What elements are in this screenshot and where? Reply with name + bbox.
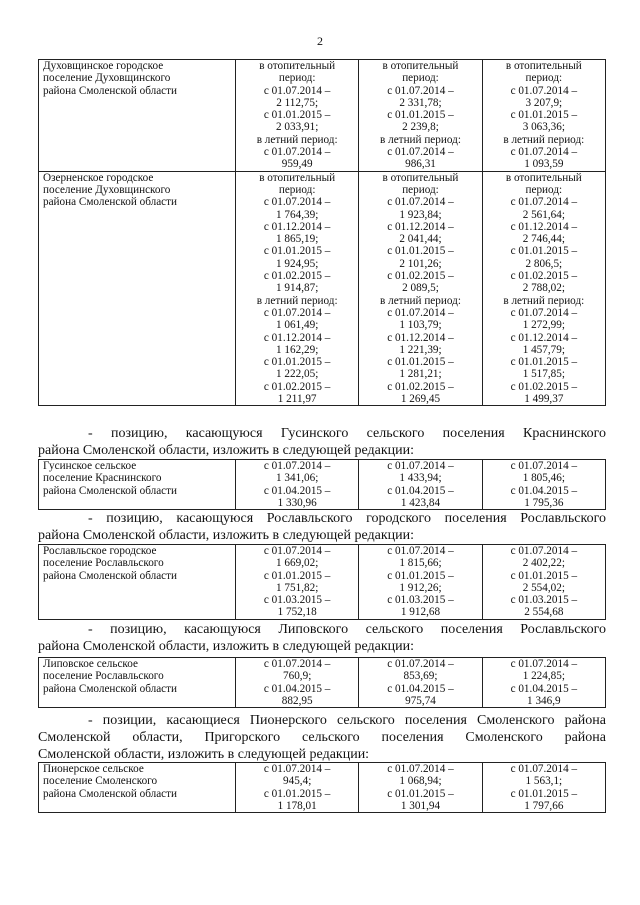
cell-line: с 01.03.2015 – [387,594,454,607]
cell-line: с 01.07.2014 – [263,545,331,557]
tariff-cell [236,171,359,406]
cell-line: 975,74 [405,694,436,707]
cell-line: с 01.01.2015 – [387,245,454,258]
paragraph-line: - позиции, касающиеся Пионерского сельского поселения Смоленского района [88,713,606,728]
cell-line: района Смоленской области [43,569,178,582]
cell-line: 1 221,39; [399,343,442,356]
cell-line: района Смоленской области [43,787,178,800]
cell-line: в летний период: [256,133,338,146]
cell-line: 1 912,68 [400,606,441,619]
cell-line: 1 912,26; [399,581,442,594]
cell-line: с 01.07.2014 – [263,146,331,159]
cell-line: 2 101,26; [399,257,442,270]
cell-line: с 01.07.2014 – [510,84,578,97]
cell-line: 2 554,02; [522,581,565,594]
cell-line: с 01.01.2015 – [510,356,578,369]
cell-line: 1 224,85; [522,670,565,683]
paragraph-line: Смоленской области, Пригорского сельского поселения Смоленского района [38,730,606,745]
cell-line: с 01.07.2014 – [510,196,578,209]
cell-line: в летний период: [380,133,461,146]
cell-line: района Смоленской области [43,682,178,695]
cell-line: 1 301,94 [400,799,441,812]
cell-line: 986,31 [405,158,436,171]
cell-line: с 01.07.2014 – [510,763,578,775]
cell-line: 1 764,39; [276,208,319,221]
cell-line: с 01.01.2015 – [387,356,454,369]
cell-line: 1 914,87; [276,282,319,295]
cell-line: 2 089,5; [402,282,439,295]
cell-line: с 01.07.2014 – [510,460,578,472]
cell-line: 2 806,5; [525,257,563,270]
settlement-name-cell [39,545,236,620]
cell-line: с 01.07.2014 – [263,763,331,775]
cell-line: с 01.02.2015 – [510,380,578,393]
cell-line: 1 281,21; [399,368,442,381]
page-number: 2 [317,34,323,48]
cell-line: с 01.07.2014 – [263,84,331,97]
table-row [39,658,606,708]
cell-line: с 01.07.2014 – [387,146,454,159]
cell-line: 2 112,75; [276,96,319,109]
cell-line: с 01.04.2015 – [263,484,331,497]
cell-line: с 01.02.2015 – [387,380,454,393]
cell-line: с 01.04.2015 – [387,484,454,497]
cell-line: поселение Духовщинского [43,183,171,196]
cell-line: с 01.07.2014 – [387,763,454,775]
cell-line: с 01.02.2015 – [387,270,454,283]
cell-line: 1 272,99; [522,319,565,332]
tariff-cell [482,460,605,510]
cell-line: с 01.07.2014 – [387,545,454,557]
cell-line: 1 752,18 [277,606,317,619]
cell-line: с 01.01.2015 – [263,245,331,258]
table-row [39,545,606,620]
cell-line: с 01.07.2014 – [510,545,578,557]
cell-line: с 01.12.2014 – [387,331,454,344]
cell-line: в летний период: [503,133,585,146]
cell-line: с 01.01.2015 – [510,569,578,582]
cell-line: в отопительный [259,171,336,184]
cell-line: 1 865,19; [276,233,319,246]
settlement-name-cell [39,171,236,406]
cell-line: 2 331,78; [399,96,442,109]
cell-line: с 01.01.2015 – [387,787,454,800]
cell-line: 1 797,66 [524,799,564,812]
paragraph-line: района Смоленской области, изложить в следующей редакции: [38,528,414,543]
cell-line: Гусинское сельское [43,460,137,472]
tariff-table-gusinskoe [38,459,606,510]
cell-line: 3 063,36; [522,121,565,134]
tariff-cell [359,658,482,708]
cell-line: с 01.01.2015 – [510,245,578,258]
cell-line: 2 239,8; [402,121,439,134]
cell-line: 1 815,66; [399,557,442,570]
settlement-name-cell [39,658,236,708]
cell-line: с 01.03.2015 – [510,594,578,607]
cell-line: 3 207,9; [525,96,563,109]
cell-line: с 01.03.2015 – [263,594,331,607]
cell-line: с 01.07.2014 – [387,460,454,472]
cell-line: в отопительный [382,60,459,72]
cell-line: с 01.07.2014 – [387,306,454,319]
cell-line: Пионерское сельское [43,763,144,775]
cell-line: с 01.12.2014 – [510,220,578,233]
cell-line: с 01.07.2014 – [510,658,578,670]
settlement-name-cell [39,763,236,813]
cell-line: с 01.01.2015 – [387,109,454,122]
amendment-paragraph [38,510,606,544]
cell-line: 1 093,59 [524,158,564,171]
tariff-cell [359,460,482,510]
cell-line: 1 517,85; [522,368,565,381]
cell-line: с 01.07.2014 – [263,306,331,319]
tariff-cell [236,545,359,620]
cell-line: поселение Рославльского [43,670,164,683]
cell-line: с 01.01.2015 – [263,356,331,369]
tariff-table-roslavlskoe [38,544,606,620]
cell-line: в летний период: [256,294,338,307]
tariff-table-pionerskoe [38,762,606,813]
cell-line: 1 751,82; [276,581,319,594]
cell-line: 1 924,95; [276,257,319,270]
cell-line: 1 923,84; [399,208,442,221]
tariff-cell [482,171,605,406]
cell-line: 1 457,79; [522,343,565,356]
paragraph-line: - позицию, касающуюся Гусинского сельского поселения Краснинского [88,426,606,441]
cell-line: 1 269,45 [400,393,441,406]
cell-line: с 01.01.2015 – [510,109,578,122]
cell-line: с 01.01.2015 – [263,109,331,122]
cell-line: 1 433,94; [399,472,442,485]
amendment-paragraph [38,621,606,655]
cell-line: с 01.07.2014 – [387,84,454,97]
cell-line: 1 211,97 [277,393,317,406]
tariff-cell [482,763,605,813]
cell-line: период: [402,183,439,196]
table-row [39,460,606,510]
cell-line: 2 554,68 [524,606,564,619]
cell-line: 2 033,91; [276,121,319,134]
tariff-cell [236,658,359,708]
cell-line: 1 346,9 [527,694,561,707]
table-row [39,171,606,406]
tariff-cell [482,658,605,708]
paragraph-line: Смоленской области, изложить в следующей редакции: [38,747,370,762]
cell-line: поселение Краснинского [43,472,162,485]
cell-line: с 01.04.2015 – [510,682,578,695]
cell-line: 1 669,02; [276,557,319,570]
cell-line: Рославльское городское [43,545,157,557]
cell-line: с 01.12.2014 – [263,220,331,233]
cell-line: в летний период: [503,294,585,307]
cell-line: 1 162,29; [276,343,319,356]
cell-line: с 01.02.2015 – [510,270,578,283]
tariff-cell [236,60,359,172]
cell-line: в отопительный [505,171,582,184]
cell-line: 760,9; [283,670,312,683]
cell-line: 945,4; [283,775,312,788]
cell-line: период: [278,72,316,85]
cell-line: 2 788,02; [522,282,565,295]
cell-line: период: [525,72,563,85]
cell-line: с 01.01.2015 – [510,787,578,800]
cell-line: 1 563,1; [525,775,563,788]
cell-line: поселение Духовщинского [43,72,171,85]
cell-line: 853,69; [403,670,438,683]
tariff-table-lipovskoe [38,657,606,708]
cell-line: Духовщинское городское [43,60,164,72]
cell-line: 1 805,46; [522,472,565,485]
cell-line: 1 068,94; [399,775,442,788]
cell-line: поселение Рославльского [43,557,164,570]
cell-line: в отопительный [382,171,459,184]
cell-line: период: [278,183,316,196]
cell-line: 1 330,96 [277,496,317,509]
paragraph-line: района Смоленской области, изложить в следующей редакции: [38,639,414,654]
cell-line: 1 103,79; [399,319,442,332]
table-row [39,763,606,813]
cell-line: с 01.12.2014 – [263,331,331,344]
tariff-cell [236,763,359,813]
cell-line: Липовское сельское [43,658,138,670]
cell-line: 1 178,01 [277,799,317,812]
settlement-name-cell [39,460,236,510]
paragraph-line: района Смоленской области, изложить в следующей редакции: [38,443,414,458]
cell-line: с 01.07.2014 – [510,146,578,159]
cell-line: с 01.01.2015 – [263,569,331,582]
cell-line: с 01.07.2014 – [387,196,454,209]
cell-line: в отопительный [259,60,336,72]
tariff-cell [482,545,605,620]
cell-line: 1 499,37 [524,393,564,406]
cell-line: с 01.04.2015 – [387,682,454,695]
cell-line: с 01.04.2015 – [510,484,578,497]
cell-line: 1 795,36 [524,496,564,509]
cell-line: района Смоленской области [43,484,178,497]
table-row [39,60,606,172]
tariff-cell [359,763,482,813]
cell-line: 882,95 [281,694,313,707]
cell-line: 2 041,44; [399,233,442,246]
tariff-cell [482,60,605,172]
cell-line: с 01.04.2015 – [263,682,331,695]
tariff-cell [236,460,359,510]
cell-line: с 01.01.2015 – [263,787,331,800]
cell-line: с 01.02.2015 – [263,270,331,283]
cell-line: с 01.07.2014 – [387,658,454,670]
cell-line: 1 341,06; [276,472,319,485]
cell-line: с 01.02.2015 – [263,380,331,393]
paragraph-line: - позицию, касающуюся Липовского сельского поселения Рославльского [88,622,606,637]
cell-line: с 01.07.2014 – [263,460,331,472]
cell-line: в летний период: [380,294,461,307]
cell-line: поселение Смоленского [43,775,158,788]
tariff-table-dukhovshchinsky [38,59,606,406]
cell-line: района Смоленской области [43,84,178,97]
cell-line: 1 061,49; [276,319,319,332]
cell-line: 1 222,05; [276,368,319,381]
cell-line: с 01.01.2015 – [387,569,454,582]
cell-line: с 01.12.2014 – [387,220,454,233]
cell-line: с 01.07.2014 – [263,658,331,670]
amendment-paragraph [38,712,606,763]
cell-line: Озерненское городское [43,171,154,184]
cell-line: с 01.07.2014 – [263,196,331,209]
cell-line: 1 423,84 [400,496,441,509]
tariff-cell [359,545,482,620]
cell-line: 2 402,22; [522,557,565,570]
tariff-cell [359,60,482,172]
cell-line: с 01.12.2014 – [510,331,578,344]
cell-line: период: [525,183,563,196]
paragraph-line: - позицию, касающуюся Рославльского городского поселения Рославльского [88,511,606,526]
cell-line: 959,49 [281,158,313,171]
tariff-cell [359,171,482,406]
cell-line: период: [402,72,439,85]
cell-line: 2 561,64; [522,208,565,221]
cell-line: района Смоленской области [43,196,178,209]
cell-line: 2 746,44; [522,233,565,246]
settlement-name-cell [39,60,236,172]
cell-line: в отопительный [505,60,582,72]
amendment-paragraph [38,425,606,459]
cell-line: с 01.07.2014 – [510,306,578,319]
